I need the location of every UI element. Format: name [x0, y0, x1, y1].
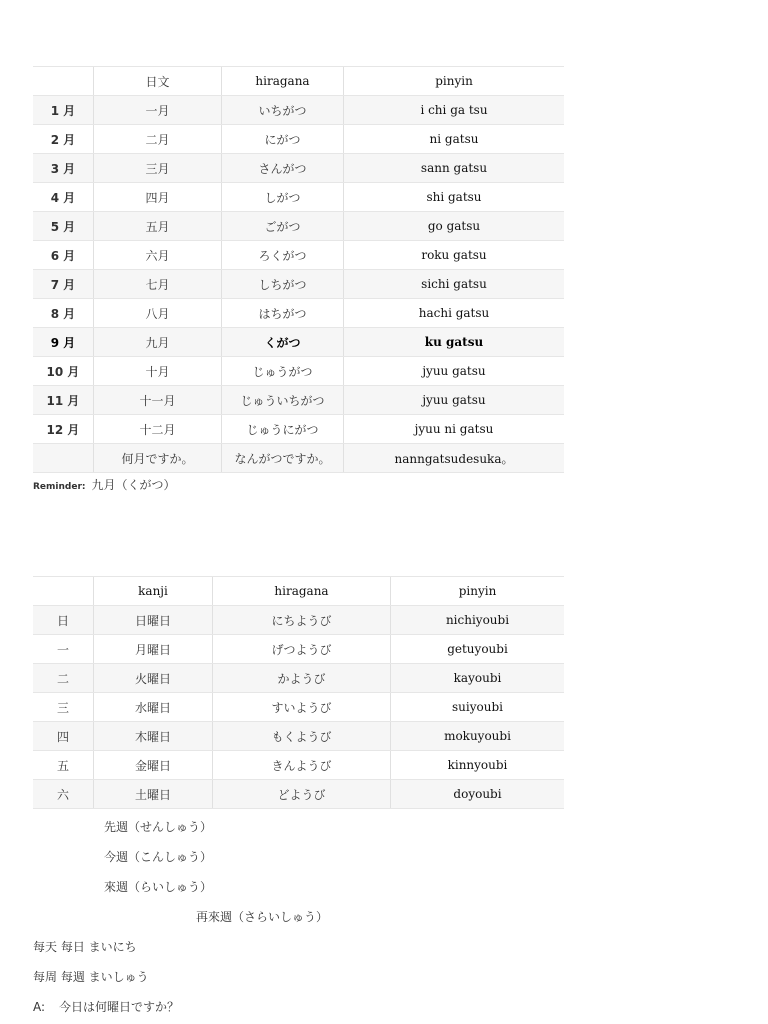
reminder-label: Reminder:: [33, 482, 86, 492]
table-row: [33, 357, 564, 386]
weekday-abbr: 五: [33, 751, 94, 780]
month-hiragana: はちがつ: [222, 299, 344, 328]
month-kanji: 七月: [94, 270, 222, 299]
header-cell: kanji: [94, 577, 213, 606]
month-kanji: 九月: [94, 328, 222, 357]
month-number: 9 月: [33, 328, 94, 357]
weekday-abbr: 六: [33, 780, 94, 809]
week-term-last: 先週（せんしゅう）: [104, 820, 213, 834]
month-pinyin: i chi ga tsu: [344, 96, 565, 125]
month-kanji: 一月: [94, 96, 222, 125]
month-kanji: 六月: [94, 241, 222, 270]
weekday-kanji: 木曜日: [94, 722, 213, 751]
month-number: 10 月: [33, 357, 94, 386]
table-row: [33, 606, 564, 635]
week-term-after-next: 再來週（さらいしゅう）: [196, 910, 329, 924]
table-row: [33, 125, 564, 154]
month-hiragana: くがつ: [222, 328, 344, 357]
week-term-this: 今週（こんしゅう）: [104, 850, 213, 864]
month-pinyin: sichi gatsu: [344, 270, 565, 299]
month-number: 1 月: [33, 96, 94, 125]
month-pinyin: ku gatsu: [344, 328, 565, 357]
header-cell: [33, 67, 94, 96]
weekday-hiragana: にちようび: [213, 606, 391, 635]
week-term-next: 來週（らいしゅう）: [104, 880, 213, 894]
table-row: [33, 183, 564, 212]
weekday-pinyin: doyoubi: [391, 780, 565, 809]
month-hiragana: にがつ: [222, 125, 344, 154]
table-row: [33, 664, 564, 693]
table-row: [33, 241, 564, 270]
table-row-highlighted: [33, 328, 564, 357]
table-row: [33, 444, 564, 473]
header-cell: pinyin: [344, 67, 565, 96]
table-header-row: [33, 67, 564, 96]
month-kanji: 三月: [94, 154, 222, 183]
month-hiragana: じゅうにがつ: [222, 415, 344, 444]
month-kanji: 十月: [94, 357, 222, 386]
header-cell: hiragana: [213, 577, 391, 606]
month-pinyin: shi gatsu: [344, 183, 565, 212]
weekday-hiragana: きんようび: [213, 751, 391, 780]
table-row: [33, 722, 564, 751]
weekday-abbr: 四: [33, 722, 94, 751]
months-table: [33, 66, 564, 473]
month-number: 12 月: [33, 415, 94, 444]
weekday-kanji: 金曜日: [94, 751, 213, 780]
weekday-hiragana: かようび: [213, 664, 391, 693]
month-hiragana: さんがつ: [222, 154, 344, 183]
month-number: [33, 444, 94, 473]
month-pinyin: go gatsu: [344, 212, 565, 241]
weekday-kanji: 月曜日: [94, 635, 213, 664]
weekday-kanji: 土曜日: [94, 780, 213, 809]
month-number: 3 月: [33, 154, 94, 183]
table-row: [33, 635, 564, 664]
weekday-pinyin: mokuyoubi: [391, 722, 565, 751]
month-hiragana: ろくがつ: [222, 241, 344, 270]
month-number: 11 月: [33, 386, 94, 415]
question-text: 今日は何曜日ですか？: [59, 1000, 180, 1014]
question-hiragana: なんがつですか。: [222, 444, 344, 473]
month-pinyin: jyuu gatsu: [344, 357, 565, 386]
weekday-pinyin: kayoubi: [391, 664, 565, 693]
table-row: [33, 212, 564, 241]
weekday-hiragana: げつようび: [213, 635, 391, 664]
month-number: 8 月: [33, 299, 94, 328]
weekday-kanji: 日曜日: [94, 606, 213, 635]
month-pinyin: sann gatsu: [344, 154, 565, 183]
reminder-text: 九月（くがつ）: [91, 478, 176, 492]
weekday-abbr: 一: [33, 635, 94, 664]
note-every-day: 每天 每日 まいにち: [33, 940, 137, 954]
table-row: [33, 751, 564, 780]
month-pinyin: jyuu ni gatsu: [344, 415, 565, 444]
month-hiragana: しがつ: [222, 183, 344, 212]
month-pinyin: jyuu gatsu: [344, 386, 565, 415]
table-row: [33, 96, 564, 125]
question-label: A:: [33, 1000, 46, 1014]
month-hiragana: じゅういちがつ: [222, 386, 344, 415]
weekday-abbr: 日: [33, 606, 94, 635]
question-line: [33, 998, 179, 1015]
weekday-hiragana: すいようび: [213, 693, 391, 722]
table-row: [33, 270, 564, 299]
weekday-abbr: 二: [33, 664, 94, 693]
reminder: [33, 476, 176, 493]
month-kanji: 八月: [94, 299, 222, 328]
weekday-pinyin: nichiyoubi: [391, 606, 565, 635]
table-row: [33, 386, 564, 415]
weekday-kanji: 水曜日: [94, 693, 213, 722]
month-number: 4 月: [33, 183, 94, 212]
weekday-pinyin: kinnyoubi: [391, 751, 565, 780]
month-number: 5 月: [33, 212, 94, 241]
table-row: [33, 415, 564, 444]
header-cell: 日文: [94, 67, 222, 96]
month-kanji: 四月: [94, 183, 222, 212]
table-row: [33, 299, 564, 328]
table-row: [33, 154, 564, 183]
table-row: [33, 780, 564, 809]
month-pinyin: hachi gatsu: [344, 299, 565, 328]
question-pinyin: nanngatsudesuka。: [344, 444, 565, 473]
question-kanji: 何月ですか。: [94, 444, 222, 473]
table-row: [33, 693, 564, 722]
note-every-week: 每周 每週 まいしゅう: [33, 970, 149, 984]
month-hiragana: しちがつ: [222, 270, 344, 299]
month-number: 7 月: [33, 270, 94, 299]
month-kanji: 十一月: [94, 386, 222, 415]
header-cell: [33, 577, 94, 606]
weekday-pinyin: suiyoubi: [391, 693, 565, 722]
month-kanji: 二月: [94, 125, 222, 154]
weekdays-table: [33, 576, 564, 809]
month-kanji: 十二月: [94, 415, 222, 444]
month-number: 2 月: [33, 125, 94, 154]
month-hiragana: じゅうがつ: [222, 357, 344, 386]
header-cell: pinyin: [391, 577, 565, 606]
month-hiragana: ごがつ: [222, 212, 344, 241]
month-pinyin: roku gatsu: [344, 241, 565, 270]
month-hiragana: いちがつ: [222, 96, 344, 125]
table-header-row: [33, 577, 564, 606]
month-pinyin: ni gatsu: [344, 125, 565, 154]
header-cell: hiragana: [222, 67, 344, 96]
weekday-kanji: 火曜日: [94, 664, 213, 693]
weekday-hiragana: もくようび: [213, 722, 391, 751]
month-number: 6 月: [33, 241, 94, 270]
month-kanji: 五月: [94, 212, 222, 241]
weekday-abbr: 三: [33, 693, 94, 722]
weekday-pinyin: getuyoubi: [391, 635, 565, 664]
weekday-hiragana: どようび: [213, 780, 391, 809]
